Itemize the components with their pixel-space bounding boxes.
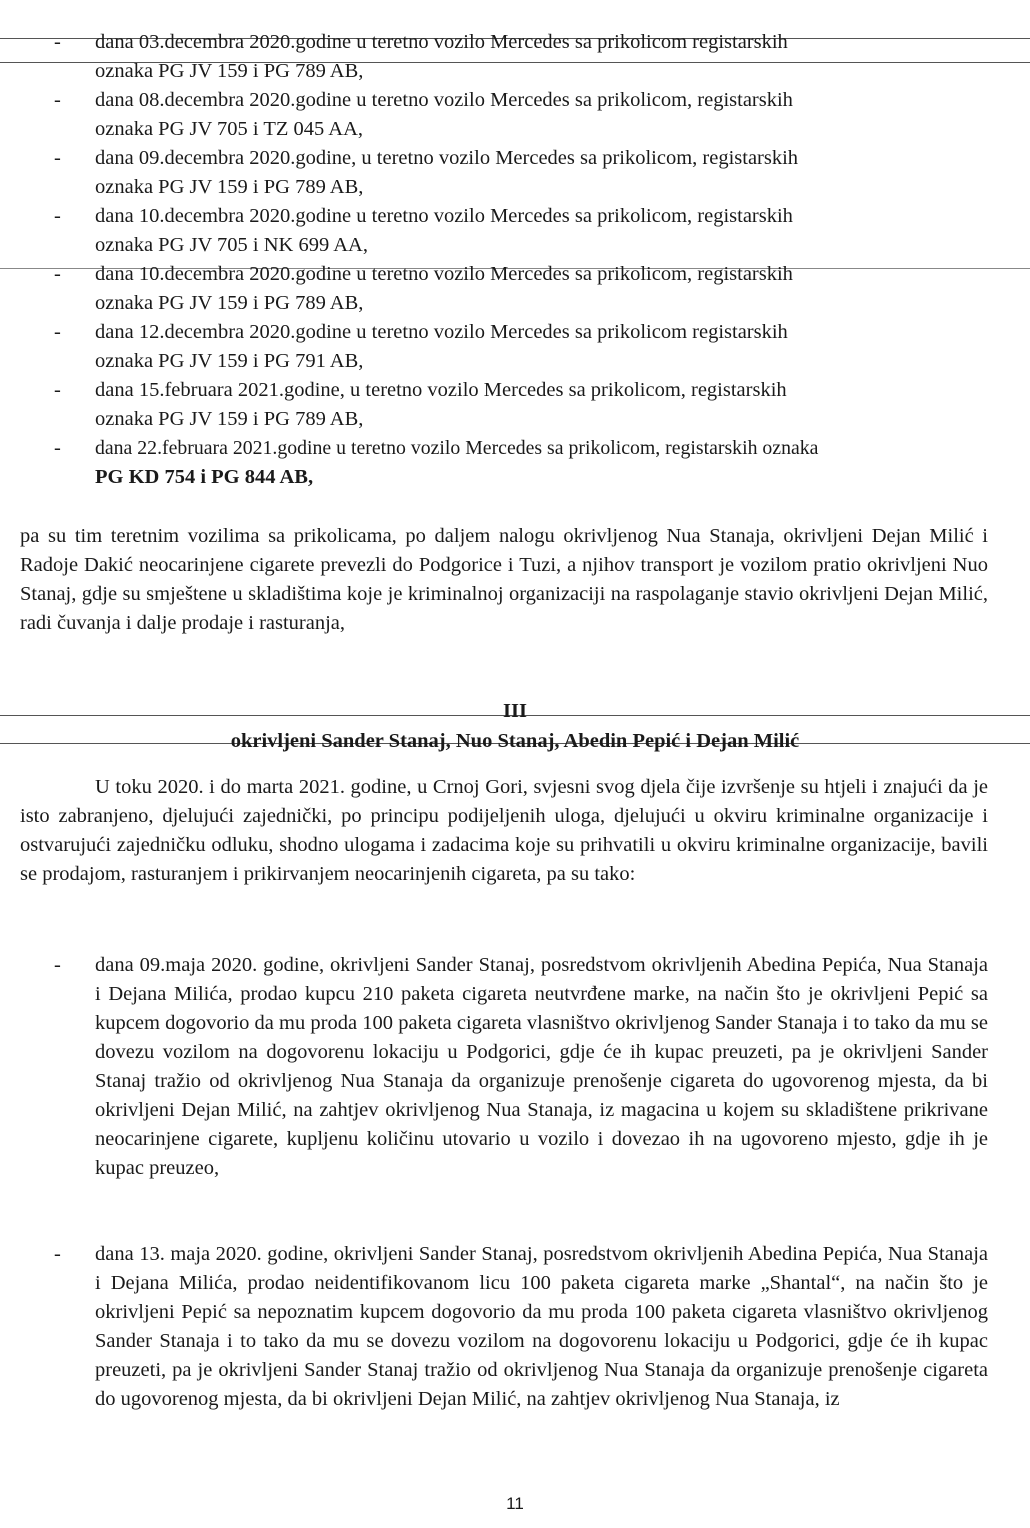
- list-dash: -: [54, 263, 61, 285]
- list-item-text: dana 09.decembra 2020.godine, u teretno vozilo Mercedes sa prikolicom, registarskih oznaka PG JV 159 i PG 789 AB,: [95, 147, 799, 198]
- page-number: 11: [506, 1494, 524, 1513]
- list-dash: -: [54, 89, 61, 111]
- section-defendants: okrivljeni Sander Stanaj, Nuo Stanaj, Abedin Pepić i Dejan Milić: [230, 730, 800, 752]
- list-item-text: dana 08.decembra 2020.godine u teretno vozilo Mercedes sa prikolicom, registarskih oznaka PG JV 705 i TZ 045 AA,: [95, 89, 793, 140]
- section-number: III: [503, 700, 527, 722]
- list-dash: -: [54, 147, 61, 169]
- list-item-text: dana 10.decembra 2020.godine u teretno vozilo Mercedes sa prikolicom, registarskih oznaka PG JV 705 i NK 699 AA,: [95, 205, 793, 256]
- list-item-text: dana 09.maja 2020. godine, okrivljeni Sander Stanaj, posredstvom okrivljenih Abedina Pepića, Nua Stanaja i Dejana Milića, prodao kupcu 210 paketa cigareta neutvrđene marke, na način što je okrivljeni Pepić sa kupcem dogovorio da mu proda 100 paketa cigareta vlasništvo okrivljenog Sander Stanaja i to tako da mu se dovezu vozilom na dogovorenu lokaciju u Podgorici, gdje će ih kupac preuzeti, pa je okrivljeni Sander Stanaj tražio od okrivljenog Nua Stanaja da organizuje prenošenje cigareta do ugovorenog mjesta, da bi okrivljeni Dejan Milić, na zahtjev okrivljenog Nua Stanaja, iz magacina u kojem su skladištene prikrivane neocarinjene cigarete, kupljenu količinu utovario u vozilo i dovezao ih na ugovoreno mjesto, gdje ih je kupac preuzeo,: [95, 954, 988, 1179]
- list-item-text: dana 13. maja 2020. godine, okrivljeni Sander Stanaj, posredstvom okrivljenih Abedina Pepića, Nua Stanaja i Dejana Milića, prodao neidentifikovanom licu 100 paketa cigareta marke „Shantal“, na način što je okrivljeni Pepić sa nepoznatim kupcem dogovorio da mu proda 100 paketa cigareta vlasništvo okrivljenog Sander Stanaja i to tako da mu se dovezu vozilom na dogovorenu lokaciju u Podgorici, gdje će ih kupac preuzeti, pa je okrivljeni Sander Stanaj tražio od okrivljenog Nua Stanaja da organizuje prenošenje cigareta do ugovorenog mjesta, da bi okrivljeni Dejan Milić, na zahtjev okrivljenog Nua Stanaja, iz: [95, 1243, 988, 1410]
- list-item-text: dana 15.februara 2021.godine, u teretno vozilo Mercedes sa prikolicom, registarskih oznaka PG JV 159 i PG 789 AB,: [95, 379, 787, 430]
- list-dash: -: [54, 437, 61, 459]
- list-item-text: dana 12.decembra 2020.godine u teretno vozilo Mercedes sa prikolicom registarskih oznaka PG JV 159 i PG 791 AB,: [95, 321, 788, 372]
- paragraph-transport: pa su tim teretnim vozilima sa prikolicama, po daljem nalogu okrivljenog Nua Stanaja, okrivljeni Dejan Milić i Radoje Dakić neocarinjene cigarete prevezli do Podgorice i Tuzi, a njihov transport je vozilom pratio okrivljeni Nuo Stanaj, gdje su smještene u skladištima koje je kriminalnoj organizaciji na raspolaganje stavio okrivljeni Dejan Milić, radi čuvanja i dalje prodaje i rasturanja,: [20, 525, 988, 634]
- list-dash: -: [54, 379, 61, 401]
- list-dash: -: [54, 205, 61, 227]
- list-item-text: dana 22.februara 2021.godine u teretno vozilo Mercedes sa prikolicom, registarskih oznaka PG KD 754 i PG 844 AB,: [95, 437, 819, 488]
- list-dash: -: [54, 1243, 61, 1265]
- list-dash: -: [54, 31, 61, 53]
- list-item-text: dana 10.decembra 2020.godine u teretno vozilo Mercedes sa prikolicom, registarskih oznaka PG JV 159 i PG 789 AB,: [95, 263, 793, 314]
- list-dash: -: [54, 954, 61, 976]
- list-dash: -: [54, 321, 61, 343]
- paragraph-intro: U toku 2020. i do marta 2021. godine, u Crnoj Gori, svjesni svog djela čije izvršenje su htjeli i znajući da je isto zabranjeno, djelujući zajednički, po principu podijeljenih uloga, djelujući u okviru kriminalne organizacije i ostvarujući zajedničku odluku, shodno ulogama i zadacima koje su prihvatili u okviru kriminalne organizacije, bavili se prodajom, rasturanjem i prikirvanjem neocarinjenih cigareta, pa su tako:: [20, 776, 988, 885]
- list-item-text: dana 03.decembra 2020.godine u teretno vozilo Mercedes sa prikolicom registarskih oznaka PG JV 159 i PG 789 AB,: [95, 31, 788, 82]
